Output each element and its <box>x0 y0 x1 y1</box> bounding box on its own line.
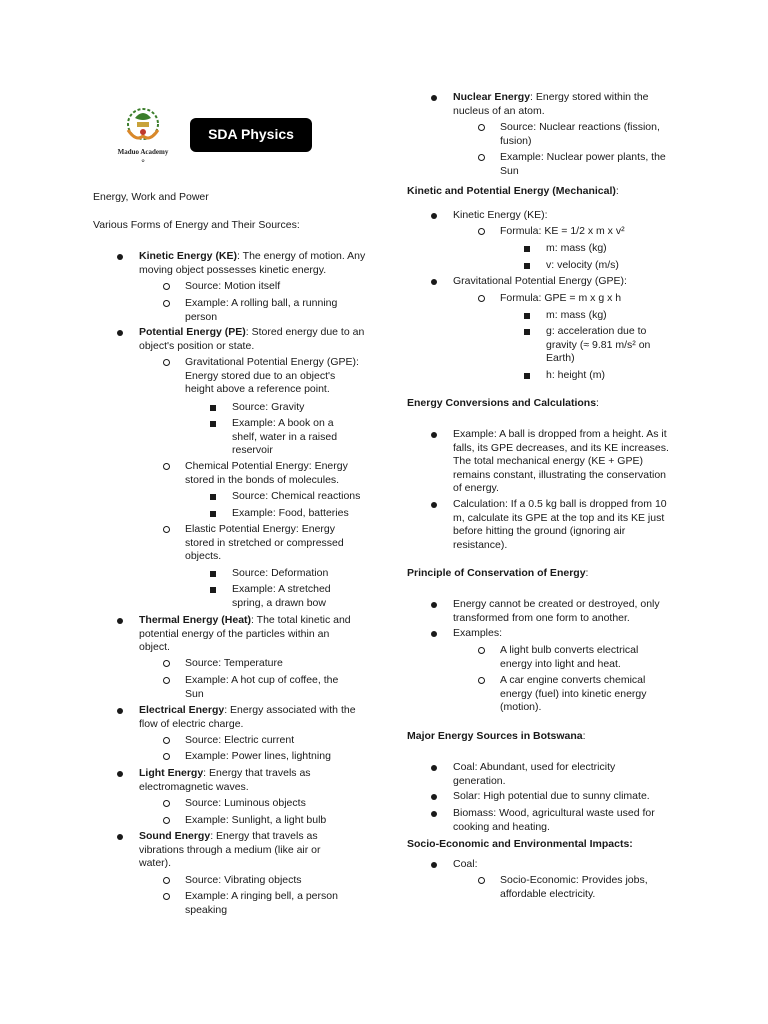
bullet-disc <box>117 771 123 777</box>
doc-title: Energy, Work and Power <box>93 191 209 203</box>
list-item-potential: Potential Energy (PE): Stored energy due to an object's position or state. <box>139 326 367 353</box>
list-item: Source: Luminous objects <box>185 797 365 811</box>
list-item: Example: A hot cup of coffee, the Sun <box>185 674 355 701</box>
list-item: Source: Temperature <box>185 657 365 671</box>
section-heading-impacts: Socio-Economic and Environmental Impacts: <box>407 838 633 850</box>
bullet-disc <box>431 602 437 608</box>
bullet-disc <box>117 834 123 840</box>
bullet-disc <box>431 213 437 219</box>
list-item: Solar: High potential due to sunny climate. <box>453 790 675 804</box>
list-item: Example: A ringing bell, a person speaking <box>185 890 350 917</box>
list-item: Energy cannot be created or destroyed, only transformed from one form to another. <box>453 598 675 625</box>
bullet-square <box>524 313 530 319</box>
title-badge: SDA Physics <box>190 118 312 152</box>
list-item-thermal: Thermal Energy (Heat): The total kinetic and potential energy of the particles within an object. <box>139 614 361 655</box>
list-item: Source: Nuclear reactions (fission, fusion) <box>500 121 670 148</box>
list-item: m: mass (kg) <box>546 242 671 256</box>
section-heading-botswana: Major Energy Sources in Botswana: <box>407 730 586 742</box>
section-heading-conservation: Principle of Conservation of Energy: <box>407 567 589 579</box>
bullet-circle <box>163 660 170 667</box>
list-item: Examples: <box>453 627 675 641</box>
list-item-electrical: Electrical Energy: Energy associated with the flow of electric charge. <box>139 704 361 731</box>
bullet-circle <box>478 677 485 684</box>
list-item: Gravitational Potential Energy (GPE): Energy stored due to an object's height above a reference point. <box>185 356 365 397</box>
list-item: Example: Food, batteries <box>232 507 367 521</box>
list-item: A light bulb converts electrical energy into light and heat. <box>500 644 655 671</box>
bullet-disc <box>431 765 437 771</box>
bullet-disc <box>431 279 437 285</box>
bullet-disc <box>431 95 437 101</box>
bullet-circle <box>163 877 170 884</box>
list-item: g: acceleration due to gravity (≈ 9.81 m/s² on Earth) <box>546 325 661 366</box>
section-subtitle: Various Forms of Energy and Their Sources: <box>93 219 300 231</box>
list-item: Example: Nuclear power plants, the Sun <box>500 151 675 178</box>
bullet-circle <box>163 737 170 744</box>
list-item: Source: Vibrating objects <box>185 874 365 888</box>
list-item: Example: Power lines, lightning <box>185 750 365 764</box>
list-item: Example: A ball is dropped from a height. As it falls, its GPE decreases, and its KE increases. The total mechanical energy (KE + GPE) remains constant, illustrating the conservation of energy. <box>453 428 675 496</box>
list-item: Kinetic Energy (KE): <box>453 209 675 223</box>
svg-text:Maduo Academy: Maduo Academy <box>117 148 169 156</box>
academy-logo <box>108 104 178 170</box>
bullet-square <box>210 587 216 593</box>
item-label: Kinetic Energy (KE) <box>139 250 238 262</box>
list-item-light: Light Energy: Energy that travels as electromagnetic waves. <box>139 767 339 794</box>
bullet-circle <box>478 124 485 131</box>
bullet-circle <box>163 677 170 684</box>
item-text: : The energy of motion. Any moving object possesses kinetic energy. <box>139 250 366 276</box>
list-item-kinetic <box>139 250 367 277</box>
bullet-disc <box>431 631 437 637</box>
bullet-disc <box>431 862 437 868</box>
bullet-square <box>210 511 216 517</box>
list-item: m: mass (kg) <box>546 309 671 323</box>
list-item: Source: Gravity <box>232 401 352 415</box>
bullet-circle <box>163 753 170 760</box>
bullet-circle <box>163 893 170 900</box>
bullet-disc <box>117 708 123 714</box>
list-item: Example: A book on a shelf, water in a raised reservoir <box>232 417 347 458</box>
list-item: Formula: GPE = m x g x h <box>500 292 675 306</box>
bullet-circle <box>478 877 485 884</box>
bullet-circle <box>163 283 170 290</box>
bullet-circle <box>163 526 170 533</box>
bullet-circle <box>478 647 485 654</box>
bullet-disc <box>117 254 123 260</box>
bullet-disc <box>431 794 437 800</box>
bullet-circle <box>163 300 170 307</box>
bullet-square <box>524 263 530 269</box>
bullet-disc <box>431 432 437 438</box>
list-item: Source: Motion itself <box>185 280 365 294</box>
bullet-disc <box>431 811 437 817</box>
bullet-circle <box>478 228 485 235</box>
list-item: Source: Chemical reactions <box>232 490 367 504</box>
list-item: Chemical Potential Energy: Energy stored in the bonds of molecules. <box>185 460 355 487</box>
list-item: Example: A rolling ball, a running person <box>185 297 350 324</box>
list-item: Source: Deformation <box>232 567 367 581</box>
bullet-circle <box>163 800 170 807</box>
list-item: Biomass: Wood, agricultural waste used for cooking and heating. <box>453 807 668 834</box>
section-heading-conversions: Energy Conversions and Calculations: <box>407 397 599 409</box>
bullet-circle <box>163 817 170 824</box>
bullet-circle <box>478 154 485 161</box>
svg-text:✿: ✿ <box>141 158 145 163</box>
bullet-square <box>210 421 216 427</box>
list-item: Elastic Potential Energy: Energy stored in stretched or compressed objects. <box>185 523 355 564</box>
list-item: Example: Sunlight, a light bulb <box>185 814 365 828</box>
list-item: Gravitational Potential Energy (GPE): <box>453 275 675 289</box>
bullet-square <box>524 246 530 252</box>
list-item-nuclear: Nuclear Energy: Energy stored within the nucleus of an atom. <box>453 91 675 118</box>
list-item: Coal: <box>453 858 653 872</box>
list-item-sound: Sound Energy: Energy that travels as vibrations through a medium (like air or water). <box>139 830 339 871</box>
bullet-circle <box>478 295 485 302</box>
list-item: Formula: KE = 1/2 x m x v² <box>500 225 675 239</box>
bullet-square <box>210 405 216 411</box>
bullet-disc <box>431 502 437 508</box>
bullet-square <box>524 373 530 379</box>
bullet-square <box>210 494 216 500</box>
list-item: Example: A stretched spring, a drawn bow <box>232 583 342 610</box>
list-item: Calculation: If a 0.5 kg ball is dropped from 10 m, calculate its GPE at the top and its KE just before hitting the ground (ignoring air resistance). <box>453 498 675 552</box>
list-item: Socio-Economic: Provides jobs, affordable electricity. <box>500 874 675 901</box>
bullet-disc <box>117 618 123 624</box>
bullet-circle <box>163 359 170 366</box>
section-heading-mechanical: Kinetic and Potential Energy (Mechanical): <box>407 185 619 197</box>
list-item: Source: Electric current <box>185 734 365 748</box>
bullet-disc <box>117 330 123 336</box>
bullet-square <box>210 571 216 577</box>
bullet-square <box>524 329 530 335</box>
list-item: v: velocity (m/s) <box>546 259 671 273</box>
list-item: h: height (m) <box>546 369 671 383</box>
list-item: Coal: Abundant, used for electricity generation. <box>453 761 653 788</box>
list-item: A car engine converts chemical energy (fuel) into kinetic energy (motion). <box>500 674 660 715</box>
bullet-circle <box>163 463 170 470</box>
